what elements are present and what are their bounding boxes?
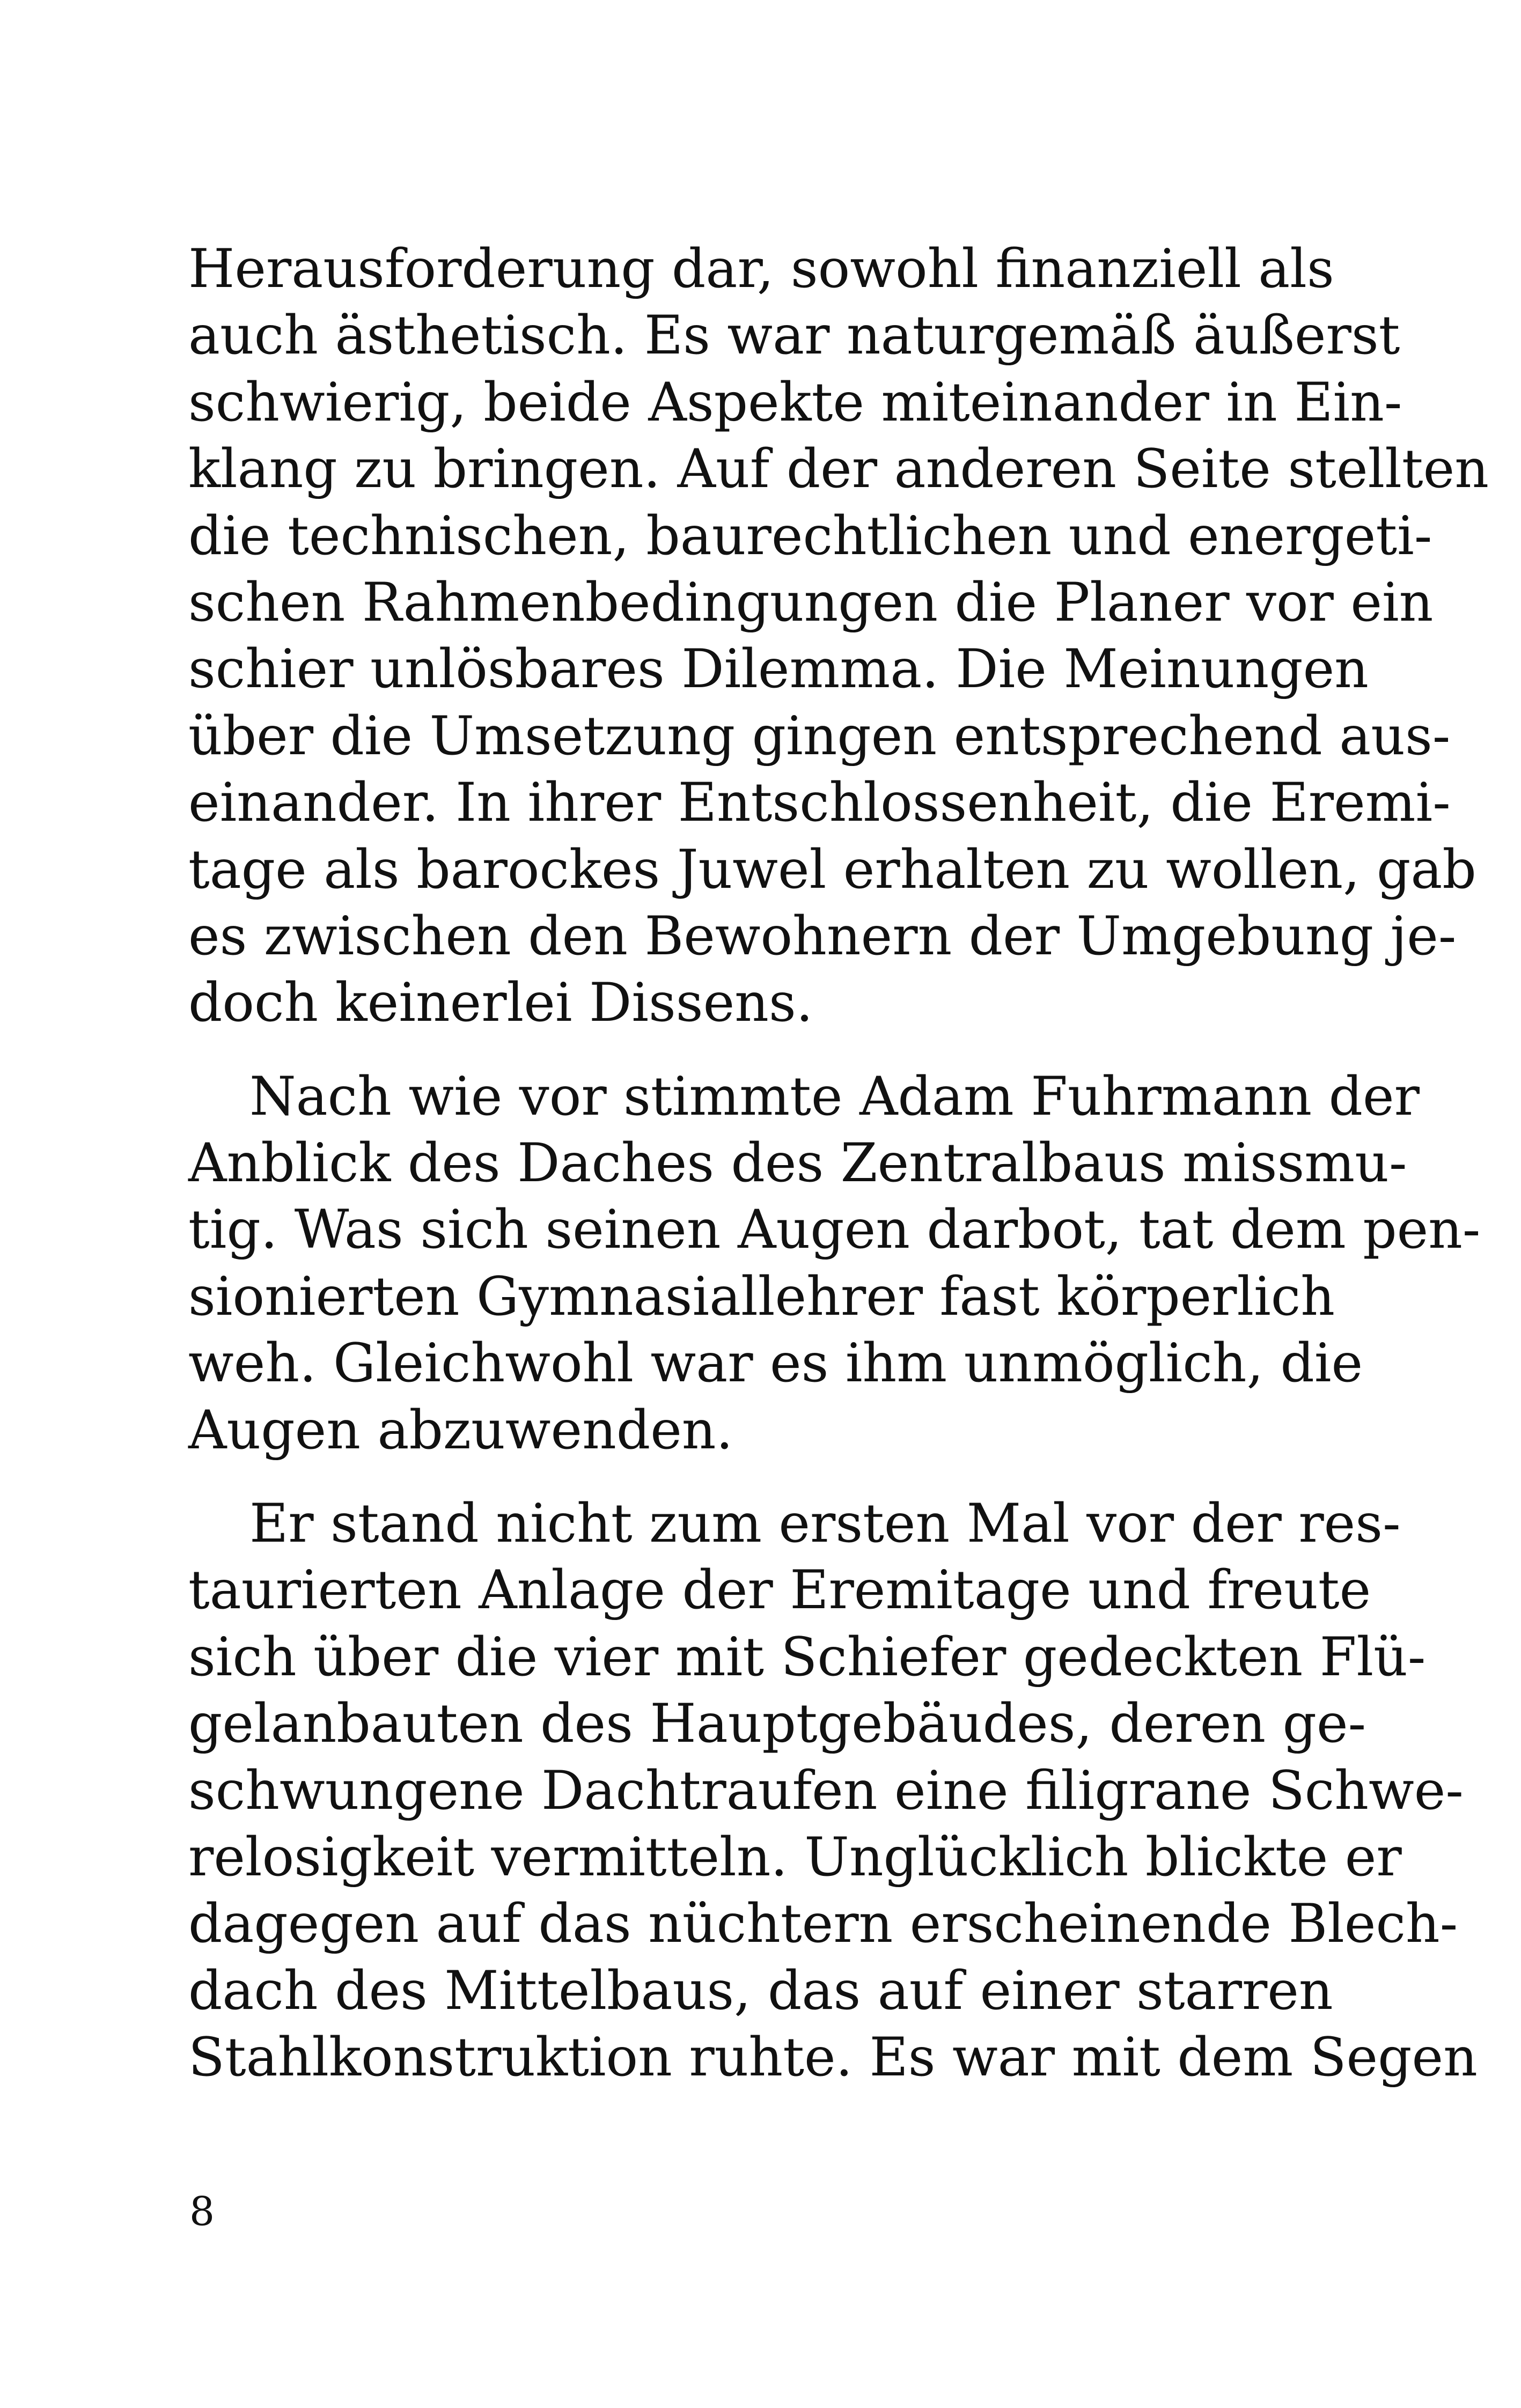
text-line: gelanbauten des Hauptgebäudes, deren ge- — [188, 1693, 1366, 1755]
text-line: Augen abzuwenden. — [188, 1399, 733, 1461]
text-line: Herausforderung dar, sowohl finanziell als — [188, 238, 1334, 300]
text-line: schier unlösbares Dilemma. Die Meinungen — [188, 638, 1369, 701]
text-line: einander. In ihrer Entschlossenheit, die Eremi- — [188, 772, 1451, 834]
text-line: dach des Mittelbaus, das auf einer starren — [188, 1960, 1333, 2022]
text-line: tig. Was sich seinen Augen darbot, tat dem pen- — [188, 1199, 1481, 1261]
text-line: die technischen, baurechtlichen und energeti- — [188, 505, 1432, 567]
text-line: Anblick des Daches des Zentralbaus missmu- — [188, 1132, 1407, 1195]
paragraph-1 — [188, 236, 1489, 1037]
text-line: weh. Gleichwohl war es ihm unmöglich, die — [188, 1332, 1363, 1395]
text-line: doch keinerlei Dissens. — [188, 972, 813, 1034]
text-line: schwierig, beide Aspekte miteinander in Ein- — [188, 371, 1402, 433]
text-line: auch ästhetisch. Es war naturgemäß äußerst — [188, 305, 1400, 367]
paragraph-spacer — [188, 1464, 1292, 1491]
text-line: über die Umsetzung gingen entsprechend aus- — [188, 705, 1451, 767]
paragraph-spacer — [188, 1037, 1292, 1064]
text-line: relosigkeit vermitteln. Unglücklich blickte er — [188, 1826, 1402, 1888]
text-line: dagegen auf das nüchtern erscheinende Blech- — [188, 1893, 1458, 1955]
paragraph-3 — [188, 1491, 1478, 2092]
text-line: Er stand nicht zum ersten Mal vor der res- — [249, 1493, 1401, 1555]
text-line: schwungene Dachtraufen eine filigrane Schwe- — [188, 1759, 1464, 1822]
text-line: Stahlkonstruktion ruhte. Es war mit dem Segen — [188, 2027, 1478, 2089]
text-line: taurierten Anlage der Eremitage und freute — [188, 1559, 1371, 1622]
text-line: Nach wie vor stimmte Adam Fuhrmann der — [249, 1065, 1420, 1128]
paragraph-2 — [188, 1064, 1481, 1464]
text-line: sich über die vier mit Schiefer gedeckten Flü- — [188, 1626, 1426, 1688]
text-line: sionierten Gymnasiallehrer fast körperlich — [188, 1265, 1335, 1328]
page-number: 8 — [189, 2189, 215, 2235]
text-line: es zwischen den Bewohnern der Umgebung je- — [188, 905, 1457, 967]
text-line: schen Rahmenbedingungen die Planer vor ein — [188, 571, 1434, 634]
text-line: klang zu bringen. Auf der anderen Seite stellten — [188, 438, 1489, 500]
body-text — [188, 236, 1489, 2092]
text-line: tage als barockes Juwel erhalten zu wollen, gab — [188, 838, 1476, 901]
